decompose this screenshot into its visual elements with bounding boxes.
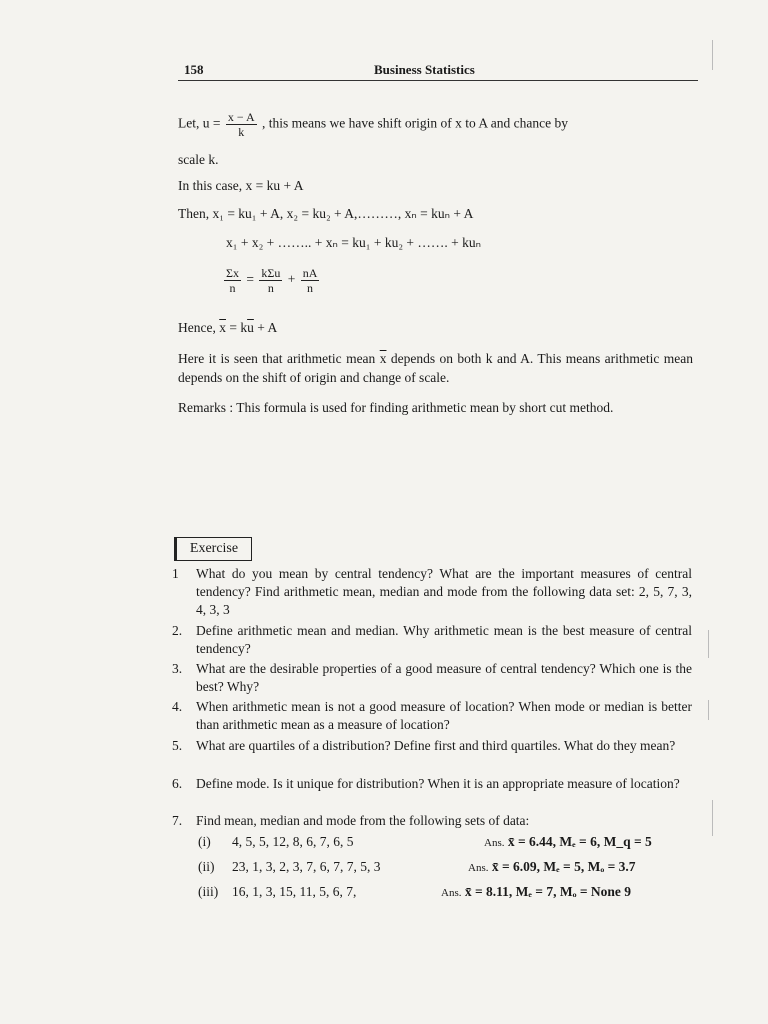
scan-artifact xyxy=(708,700,709,720)
hence-mid: = k xyxy=(229,320,248,335)
let-prefix: Let, u = xyxy=(178,115,221,131)
answer-value: x̄ = 8.11, Mₑ = 7, Mₒ = None 9 xyxy=(464,884,632,899)
exercise-heading: Exercise xyxy=(176,537,252,561)
question-number: 4. xyxy=(172,699,183,714)
subpart-label: (i) xyxy=(198,834,211,849)
let-line xyxy=(178,110,568,139)
subpart-answer xyxy=(441,884,631,900)
question-1 xyxy=(172,565,692,619)
question-number: 5. xyxy=(172,738,183,753)
header-rule xyxy=(178,80,698,81)
frac-sum-x xyxy=(224,266,241,295)
question-text: Find mean, median and mode from the following sets of data: xyxy=(196,813,530,828)
subpart-label: (iii) xyxy=(198,884,219,899)
mean-paragraph-b: depends on both k and A. This means arithmetic mean depends on the shift of origin and change of scale. xyxy=(178,351,694,385)
question-number: 1 xyxy=(172,566,179,581)
question-text: When arithmetic mean is not a good measure of location? When mode or median is better than arithmetic mean as a measure of location? xyxy=(196,699,692,732)
case-line: In this case, x = ku + A xyxy=(178,178,304,193)
question-7 xyxy=(172,812,692,830)
hence-u-bar: $\overline{u}$ xyxy=(247,320,254,335)
answer-label: Ans. xyxy=(484,837,505,849)
let-suffix: , this means we have shift origin of x to A and chance by xyxy=(262,115,568,131)
question-text: What are the desirable properties of a good measure of central tendency? Which one is the best? Why? xyxy=(196,661,692,694)
scan-artifact xyxy=(712,800,713,836)
question-6 xyxy=(172,775,692,811)
question-number: 6. xyxy=(172,776,183,791)
answer-label: Ans. xyxy=(441,887,462,899)
frac-n-a-den: n xyxy=(307,281,314,295)
frac-k-sum-u-den: n xyxy=(267,281,274,295)
mean-paragraph-a: Here it is seen that arithmetic mean xyxy=(178,351,376,366)
answer-value: x̄ = 6.09, Mₑ = 5, Mₒ = 3.7 xyxy=(491,859,636,874)
answer-value: x̄ = 6.44, Mₑ = 6, M_q = 5 xyxy=(507,834,652,849)
question-text: What are quartiles of a distribution? Define first and third quartiles. What do they mean? xyxy=(196,738,676,753)
running-title: Business Statistics xyxy=(374,62,475,77)
subpart-label: (ii) xyxy=(198,859,215,874)
subpart-data: 16, 1, 3, 15, 11, 5, 6, 7, xyxy=(232,884,357,899)
frac-n-a xyxy=(301,266,320,295)
equals-sign: = xyxy=(246,271,254,287)
subpart-data: 23, 1, 3, 2, 3, 7, 6, 7, 7, 5, 3 xyxy=(232,859,381,874)
question-2 xyxy=(172,622,692,658)
plus-sign: + xyxy=(287,271,296,287)
question-text: Define mode. Is it unique for distribution? When it is an appropriate measure of location? xyxy=(196,776,680,791)
fraction-equation xyxy=(222,266,321,295)
hence-prefix: Hence, xyxy=(178,320,216,335)
subpart-answer xyxy=(468,859,636,875)
question-text: Define arithmetic mean and median. Why arithmetic mean is the best measure of central tendency? xyxy=(196,623,692,656)
question-3 xyxy=(172,660,692,696)
mean-paragraph xyxy=(178,349,693,387)
frac-sum-x-num: Σx xyxy=(226,266,239,280)
scale-line: scale k. xyxy=(178,152,219,167)
let-frac-num: x − A xyxy=(227,110,255,124)
question-5 xyxy=(172,737,692,773)
then-line: Then, x₁ = ku₁ + A, x₂ = ku₂ + A,………, xₙ = kuₙ + A xyxy=(178,206,474,221)
scan-artifact xyxy=(708,630,709,658)
question-4 xyxy=(172,698,692,734)
question-number: 7. xyxy=(172,813,183,828)
page-header xyxy=(178,62,698,82)
remarks-paragraph: Remarks : This formula is used for finding arithmetic mean by short cut method. xyxy=(178,400,614,415)
frac-n-a-num: nA xyxy=(302,266,318,280)
hence-end: + A xyxy=(257,320,278,335)
question-number: 2. xyxy=(172,623,183,638)
subpart-data: 4, 5, 5, 12, 8, 6, 7, 6, 5 xyxy=(232,834,354,849)
scan-artifact xyxy=(712,40,713,70)
frac-k-sum-u xyxy=(259,266,282,295)
sum-line: x₁ + x₂ + …….. + xₙ = ku₁ + ku₂ + ……. + kuₙ xyxy=(226,235,482,250)
question-text: What do you mean by central tendency? What are the important measures of central tendency? Find arithmetic mean, median and mode from the following data set: 2, 5, 7, 3, 4, 3, 3 xyxy=(196,566,692,617)
let-fraction xyxy=(226,110,257,139)
frac-sum-x-den: n xyxy=(229,281,236,295)
question-number: 3. xyxy=(172,661,183,676)
mean-paragraph-x-bar: $\overline{x}$ xyxy=(379,351,387,366)
hence-line xyxy=(178,320,277,336)
subpart-answer xyxy=(484,834,652,850)
hence-x-bar: $\overline{x}$ xyxy=(219,320,226,335)
answer-label: Ans. xyxy=(468,862,489,874)
frac-k-sum-u-num: kΣu xyxy=(261,266,281,280)
let-frac-den: k xyxy=(238,125,245,139)
page-number: 158 xyxy=(184,62,204,77)
